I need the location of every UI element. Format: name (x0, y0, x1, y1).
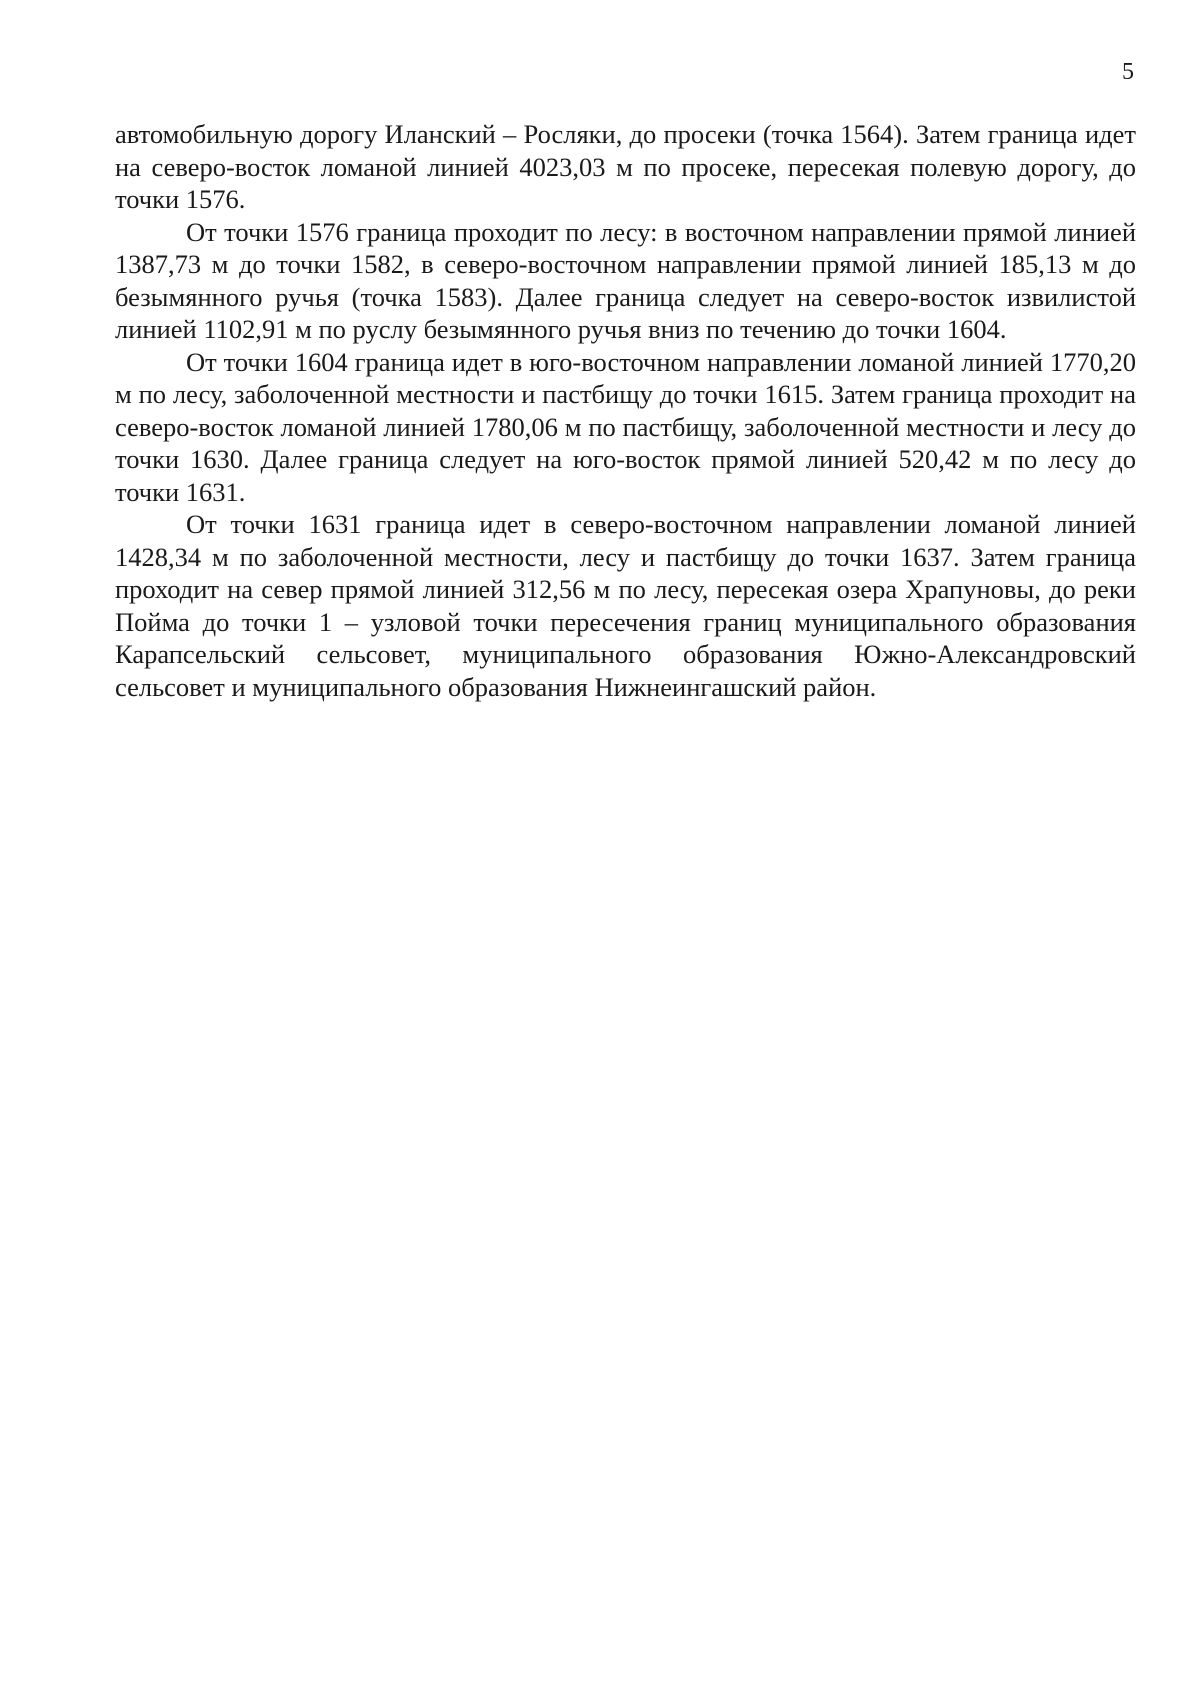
paragraph-point-1604: От точки 1604 граница идет в юго-восточном направлении ломаной линией 1770,20 м по лесу, заболоченной местности и пастбищу до точки 1615. Затем граница проходит на северо-восток ломаной линией 1780,06 м по пастбищу, заболоченной местности и лесу до точки 1630. Далее граница следует на юго-восток прямой линией 520,42 м по лесу до точки 1631. (115, 346, 1136, 507)
paragraph-continuation: автомобильную дорогу Иланский – Росляки, до просеки (точка 1564). Затем граница идет на северо-восток ломаной линией 4023,03 м по просеке, пересекая полевую дорогу, до точки 1576. (115, 119, 1136, 214)
page-number: 5 (1122, 59, 1134, 85)
document-body (115, 118, 1136, 703)
paragraph-point-1631: От точки 1631 граница идет в северо-восточном направлении ломаной линией 1428,34 м по заболоченной местности, лесу и пастбищу до точки 1637. Затем граница проходит на север прямой линией 312,56 м по лесу, пересекая озера Храпуновы, до реки Пойма до точки 1 – узловой точки пересечения границ муниципального образования Карапсельский сельсовет, муниципального образования Южно-Александровский сельсовет и муниципального образования Нижнеингашский район. (115, 509, 1136, 702)
paragraph-point-1576: От точки 1576 граница проходит по лесу: в восточном направлении прямой линией 1387,73 м до точки 1582, в северо-восточном направлении прямой линией 185,13 м до безымянного ручья (точка 1583). Далее граница следует на северо-восток извилистой линией 1102,91 м по руслу безымянного ручья вниз по течению до точки 1604. (115, 216, 1136, 344)
